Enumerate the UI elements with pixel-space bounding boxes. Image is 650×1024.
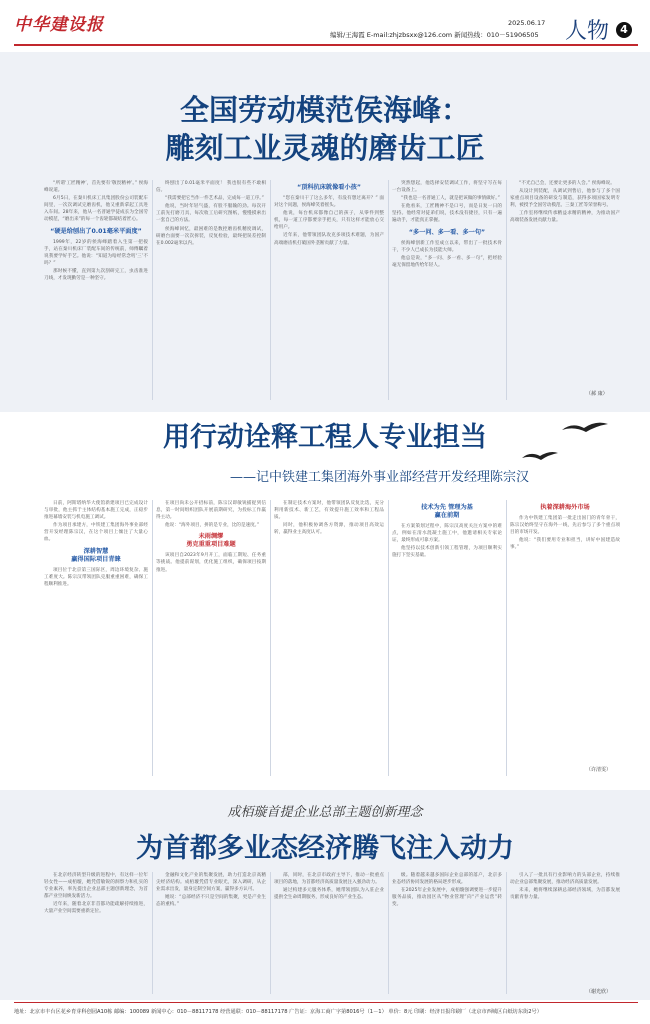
article1-subheading-3: “多一问、多一看、多一句” [408,228,486,236]
newspaper-logo: 中华建设报 [14,15,104,35]
article3-column-5: 引入了一批具有行业影响力的头部企业，持续推动企业总部集聚发展，推动经济高质量发展。 未来，她将继续深耕总部经济领域，为首都发展贡献青春力量。 [510,873,620,901]
article2-title: 用行动诠释工程人专业担当 [163,422,487,453]
article1-subheading-2: “顶科抗床就像看小孩” [297,184,361,191]
article2-column-2: 在项目尚未公开招标前，陈宗汉即敏锐捕捉到信息，第一时间组织团队开展前期研究，为投标工作赢得主动。 他说：“海外项目，拼的是专业，比的是速度。” 未雨绸缪 勇克重重项目难题 该项目自2023年9月开工，面临工期短、任务重等挑战。他提前谋划，优化施工组织，确保项目按期推进。 [156,501,266,573]
article1-column-1: “所谓‘工匠精神’，首先要有‘敬畏精神’。” 侯海峰说道。 6月5日，在秦川机床工具集团股份公司装配车间里，一次次调试完磨齿机，他又重新拿起工具进入车间。28年来，他从一名普通学徒成长为全国劳动模范，“磨出来”的每一个齿轮都凝结着匠心。 “硬是给刨出了0.01毫米平面度” 1999年，22岁的侯海峰踏着入生第一把扳手，站在秦川机床厂装配车间的传统前，师傅瞩着说我要学好手艺。他说：“知道为啥经常念叨‘三’不吗？” 那时候不懂，直到第九次刮研完工，虫齿准进刀线，才发现勤劳是一种坚守。 [44,181,148,282]
article2-column-3: 在制定技术方案时，他带领团队反复比选，充分利用新技术、新工艺，有效提升施工效率和工程品质。 同时，他积极协调各方资源，推动项目高效运转，赢得业主高度认可。 [274,501,384,536]
article2-subheading-4: 执着深耕海外市场 [540,504,590,511]
article1-column-4: 突然想起，他选择安装调试工作，将坚守写在每一台设备上。 “我也是一名普通工人，就是把该做的事情做好。” 在他看来，工匠精神不是口号，而是日复一日的坚持。他经常对徒弟们说，技术没有捷径，只有一遍遍动手，才能真正掌握。 “多一问、多一看、多一句” 侯海峰创新工作室成立以来，带出了一批技术骨干，不少人已成长为技能大师。 他总是说，“多一问、多一看、多一句”，把经验毫无保留地传给年轻人。 [392,181,502,268]
article2-subtitle: ——记中铁建工集团海外事业部经营开发经理陈宗汉 [230,470,530,485]
article1-column-3: “顶科抗床就像看小孩” “您在秦川干了这么多年，有没有想过离开？” 面对这个问题，侯海峰笑着摇头。 他说，每台机床都像自己的孩子，从零件到整机，每一道工序都要亲手把关，只有这样才能放心交给用户。 近年来，他带领团队攻克多项技术难题，为国产高端磨齿机打破国外垄断贡献了力量。 [274,184,384,246]
article2-byline: （许清雯） [586,767,612,773]
article3-column-2: 金融和文化产业的集聚发展，助力打造北京高精尖经济结构。成栢璇凭借专业眼光，深入调研，从企业需求出发，量身定制空间方案，赢得多方认可。 她说：“总部经济不只是空间的集聚，更是产业生态的重构。” [156,873,266,908]
editor-info: 编辑/王海霞 E-mail:zhjzbsxx@126.com 新闻热线：010－51906505 [330,31,539,39]
article3-column-1: 在北京经济转型升级的进程中，有这样一位年轻女性——成栢璇，她凭借敏锐的洞察力和扎实的专业素养，率先提出企业总部主题创新理念，为首都产业空间焕发新活力。 近年来，随着北京非首都功能疏解持续推进，大量产业空间需要重新定位。 [44,873,148,915]
article1-column-2: 终刨出了0.01毫米平面度！ 我也很有些不敢相信。 “我需要把它当作一件艺术品，完成每一道工序。” 他说，当时年轻气盛，有股不服输的劲。每次开工前先打磨刀具，每次收工后研究图纸，慢慢摸索出一套自己的方法。 侯海峰回忆，最困难的是数控磨齿机精度调试，研磨台面要一次次拆装，反复检验，最终把误差控制在0.002毫米以内。 [156,181,266,246]
article3-title: 为首都多业态经济腾飞注入动力 [136,833,514,864]
article1-column-5: “不光自己会，还要让更多的人会。” 侯海峰说。 从设计到装配，从调试到售后，他参与了多个国家重点项目设备的研发与制造，获得多项国家发明专利，被授予全国劳动模范、三秦工匠等荣誉称号。 工作室将继续传承精益求精的精神，为推动国产高端装备发展贡献力量。 [510,181,620,224]
article1-byline: （郝 康） [586,391,608,397]
section-title: 人物 [565,19,610,44]
article2-column-4: 技术为先 管理为基 赢在前期 在方案策划过程中，陈宗汉高度关注方案中的难点，例如在清水混凝土施工中，他邀请相关专家论证，最终形成可靠方案。 他坚持以技术创新引领工程管理，为项目顺利实施打下坚实基础。 [392,504,502,559]
article3-byline: （谢光欣） [586,989,612,995]
article1-subheading-1: “硬是给刨出了0.01毫米平面度” [50,227,142,235]
footer-info: 地址：北京市丰台区花乡育芽科创园A10栋 邮编：100089 新闻中心：010－88117178 经营通联：010－88117178 广告证：京海工商广字第8016号（1－1） 单价：8元 印刷：经济日报印刷厂（北京市西城区白纸坊东街2号） [14,1009,542,1015]
page-number-badge: 4 [616,22,632,38]
article2-column-1: 日前，阿斯塔纳华大使馆新建项目已完成设计与审批，他主抓于主体结构基本施工完成，正稳步推进幕墙安装与机电施工调试。 作为项目承建方，中铁建工集团海外事业部经营开发经理陈宗汉，在这个项目上倾注了大量心血。 深耕智慧 赢得国际项目青睐 项目位于北京第三国际区，周边环境复杂、施工难度大。陈宗汉带领团队克服重重困难，确保工程顺利推进。 [44,501,148,587]
issue-date: 2025.06.17 [508,19,546,27]
article3-kicker: 成栢璇首提企业总部主题创新理念 [227,805,423,820]
article2-column-5: 执着深耕海外市场 作为中铁建工集团第一批走出国门的青年骨干，陈宗汉始终坚守在海外一线，先后参与了多个重点项目的市场开发。 他说：“我们要用专业和担当，讲好中国建造故事。” [510,504,620,551]
footer-rule [14,1002,638,1003]
header-rule [14,44,638,46]
article1-title-line2: 雕刻工业灵魂的磨齿工匠 [165,131,485,165]
article1-title-line1: 全国劳动模范侯海峰： [179,93,470,127]
article2-subheading-2: 未雨绸缪 勇克重重项目难题 [186,533,236,549]
article2-subheading-1: 深耕智慧 赢得国际项目青睐 [71,547,121,563]
article3-column-4: 级。随着越来越多国际企业总部的落户，北京多业态经济协同发展的格局逐步形成。 在2025年企业发展中，成栢璇强调要进一步提升服务品质，推动园区从“物业管理”向“产业运营”转变。 [392,873,502,908]
article3-column-3: 部，同时，在北京市政府主导下，推动一批重点项目的落地，为首都经济高质量发展注入强劲动力。 通过构建多元服务体系，她带领团队为入驻企业提供全生命周期服务，形成良好的产业生态。 [274,873,384,901]
article2-subheading-3: 技术为先 管理为基 赢在前期 [421,504,473,519]
